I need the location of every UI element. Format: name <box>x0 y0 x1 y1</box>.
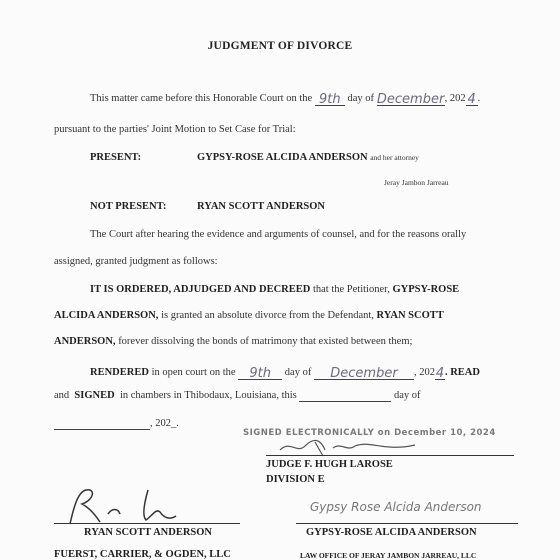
intro-year-handwritten: 4 <box>467 92 476 107</box>
present-label: PRESENT: <box>90 152 142 163</box>
ordered-bold-4: RYAN SCOTT <box>376 310 444 321</box>
intro-month-blank <box>377 90 445 106</box>
intro-day-blank <box>315 90 345 106</box>
ordered-bold-1: IT IS ORDERED, ADJUDGED AND DECREED <box>90 284 311 295</box>
signed-month-blank <box>54 418 150 430</box>
gypsy-signature-line <box>296 523 518 524</box>
rendered-line-1 <box>90 364 480 380</box>
intro-text: This matter came before this Honorable Court on the <box>90 93 313 104</box>
intro-day-suffix: day of <box>347 93 374 104</box>
ordered-text-3: forever dissolving the bonds of matrimony that existed between them; <box>118 336 413 347</box>
intro-period: . <box>477 93 481 104</box>
judge-division: DIVISION E <box>266 474 325 485</box>
intro-month-handwritten: December <box>376 92 445 107</box>
ordered-line-2 <box>54 310 444 321</box>
intro-year-blank <box>466 90 478 106</box>
ryan-firm: FUERST, CARRIER, & OGDEN, LLC <box>54 549 231 560</box>
court-para-line-1: The Court after hearing the evidence and arguments of counsel, and for the reasons orally <box>90 229 467 240</box>
rendered-month-handwritten: December <box>330 366 398 381</box>
rendered-and: and <box>54 390 70 401</box>
ordered-line-3 <box>54 336 412 347</box>
present-line <box>197 152 419 163</box>
judge-name: JUDGE F. HUGH LAROSE <box>266 459 393 470</box>
rendered-read: . READ <box>444 367 480 378</box>
ryan-name: RYAN SCOTT ANDERSON <box>84 527 212 538</box>
rendered-day-of: day of <box>284 367 312 378</box>
ordered-line-1 <box>90 284 459 295</box>
rendered-year-blank <box>435 364 445 380</box>
rendered-year-2: , 202_. <box>150 418 179 429</box>
rendered-line-3 <box>54 418 179 430</box>
document-title: JUDGMENT OF DIVORCE <box>207 40 353 52</box>
ordered-text-2: is granted an absolute divorce from the Defendant, <box>161 310 374 321</box>
intro-year-prefix: , 202 <box>444 93 466 104</box>
rendered-year-prefix: , 202 <box>413 367 435 378</box>
ryan-signature-line <box>54 523 240 524</box>
ordered-bold-3: ALCIDA ANDERSON, <box>54 310 159 321</box>
ordered-text-1: that the Petitioner, <box>312 284 390 295</box>
rendered-text: in open court on the <box>151 367 236 378</box>
intro-line-1 <box>90 90 480 106</box>
rendered-day-of-2: day of <box>394 390 421 401</box>
ryan-signature <box>60 486 180 526</box>
court-para-line-2: assigned, granted judgment as follows: <box>54 256 218 267</box>
rendered-signed: SIGNED <box>74 390 115 401</box>
present-attorney: Jeray Jambon Jarreau <box>384 178 449 187</box>
rendered-day-blank <box>238 364 282 380</box>
present-party-suffix: and her attorney <box>370 153 419 162</box>
judge-signature-line <box>266 455 514 456</box>
intro-day-handwritten: 9th <box>319 92 341 107</box>
not-present-label: NOT PRESENT: <box>90 201 167 212</box>
gypsy-signature: Gypsy Rose Alcida Anderson <box>310 500 482 514</box>
not-present-party: RYAN SCOTT ANDERSON <box>197 201 325 212</box>
rendered-line-2 <box>54 390 516 402</box>
intro-line-2: pursuant to the parties' Joint Motion to Set Case for Trial: <box>54 124 296 135</box>
ordered-bold-2: GYPSY-ROSE <box>392 284 460 295</box>
rendered-bold: RENDERED <box>90 367 149 378</box>
rendered-in-chambers: in chambers in Thibodaux, Louisiana, this <box>119 390 297 401</box>
signed-day-blank <box>299 390 391 402</box>
gypsy-firm: LAW OFFICE OF JERAY JAMBON JARREAU, LLC <box>300 551 477 560</box>
rendered-year-handwritten: 4 <box>435 366 445 381</box>
present-party: GYPSY-ROSE ALCIDA ANDERSON <box>197 152 368 163</box>
rendered-month-blank <box>314 364 414 380</box>
electronic-signature-stamp: SIGNED ELECTRONICALLY on December 10, 2024 <box>243 428 496 438</box>
gypsy-name: GYPSY-ROSE ALCIDA ANDERSON <box>306 527 477 538</box>
ordered-bold-5: ANDERSON, <box>54 336 116 347</box>
rendered-day-handwritten: 9th <box>249 366 271 381</box>
